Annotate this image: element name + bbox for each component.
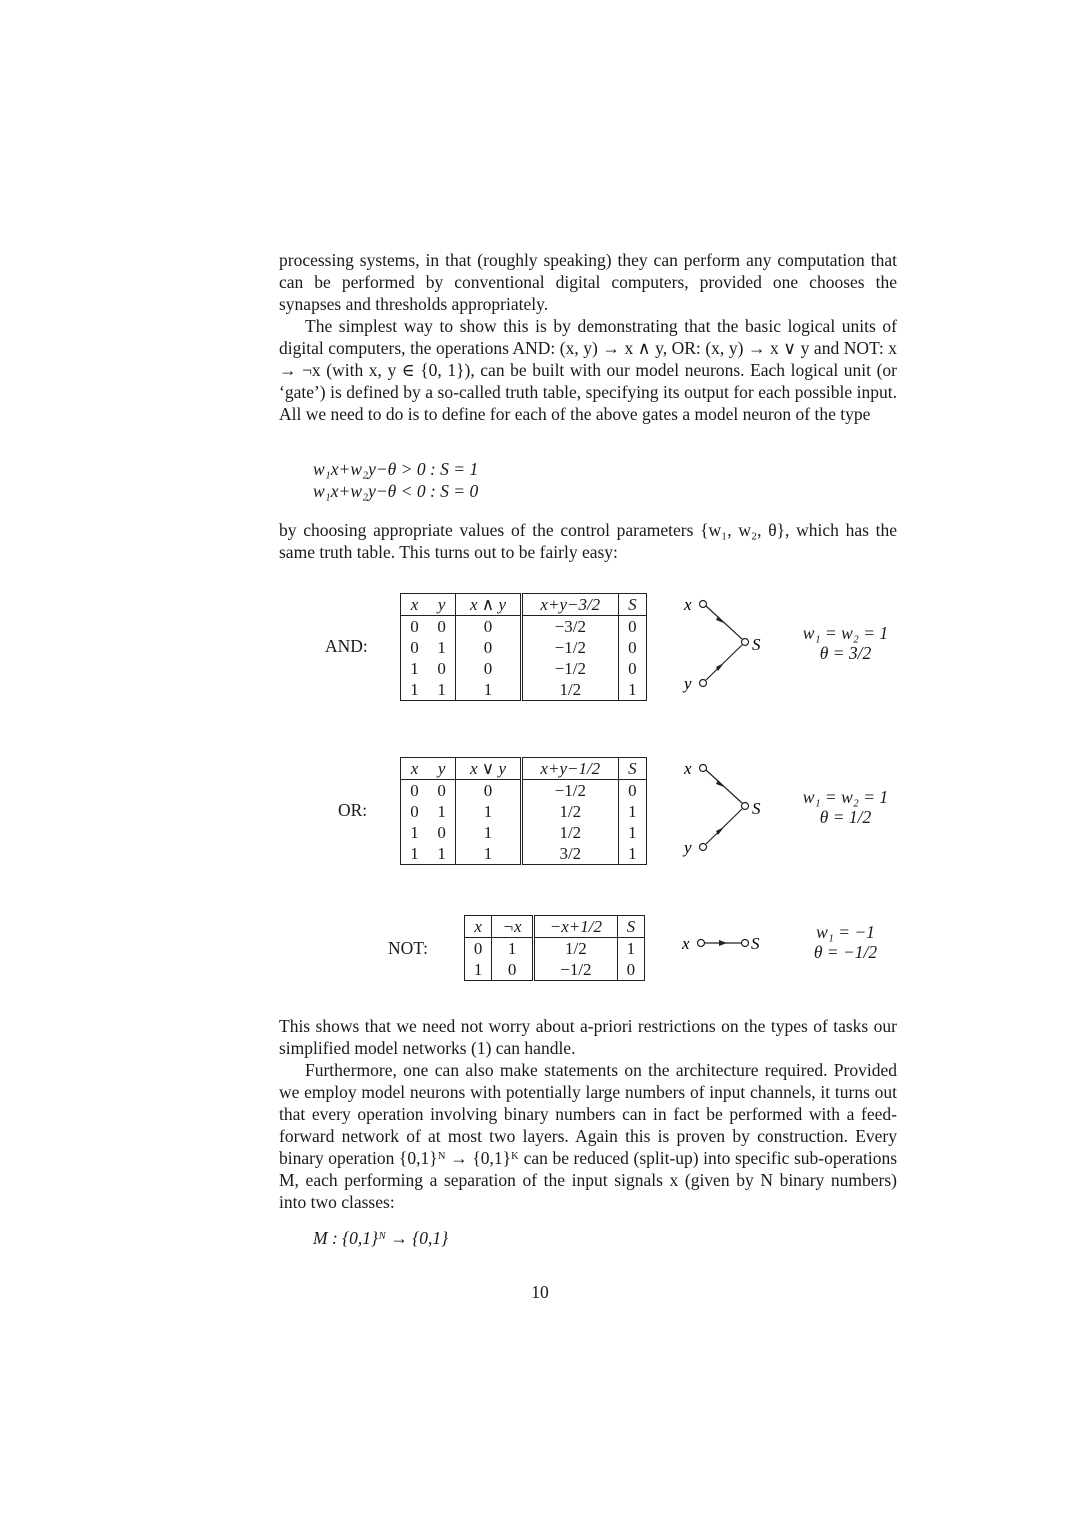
- and-gate-label: AND:: [325, 636, 368, 656]
- or-synapse-x: [706, 770, 742, 803]
- and-header-s: S: [618, 594, 646, 616]
- and-header-y: y: [428, 594, 456, 616]
- equation-line-2: w₁x+w₂y−θ < 0 : S = 0: [313, 481, 479, 501]
- or-synapse-y: [706, 809, 742, 844]
- or-gate-label: OR:: [338, 800, 368, 820]
- page-number: 10: [531, 1282, 549, 1302]
- table-row: 1 0 −1/2 0: [465, 959, 645, 981]
- or-parameters: [793, 787, 898, 827]
- and-node-s-label: S: [752, 635, 761, 654]
- not-neuron-diagram: [680, 930, 770, 956]
- table-row: 1 0 1 1/2 1: [401, 822, 647, 843]
- and-synapse-y: [706, 645, 742, 680]
- and-input-x-node: [700, 601, 707, 608]
- table-row: 0 1 1/2 1: [465, 938, 645, 960]
- final-equation: M : {0,1}ᴺ → {0,1}: [313, 1228, 449, 1248]
- outro-text: [279, 1015, 897, 1213]
- or-truth-table: [400, 757, 647, 865]
- not-node-x-label: x: [682, 934, 690, 953]
- or-header-sum: x+y−1/2: [521, 758, 618, 780]
- or-header-y: y: [428, 758, 456, 780]
- table-row: 0 1 0 −1/2 0: [401, 637, 647, 658]
- or-header-s: S: [618, 758, 646, 780]
- outro-paragraph-2: Furthermore, one can also make statements on the architecture required. Provided we employ model neurons with potentially large numbers of input channels, it turns out that every operation involving binary numbers can in fact be performed with a feed-forward network of at most two layers. Again this is proven by construction. Every binary operation {0,1}ᴺ → {0,1}ᴷ can be reduced (split-up) into specific sub-operations M, each performing a separation of the input signals x (given by N binary numbers) into two classes:: [279, 1060, 897, 1212]
- arrowhead-icon: [719, 940, 727, 946]
- and-neuron-diagram: [680, 592, 780, 697]
- not-node-s-label: S: [751, 934, 760, 953]
- and-input-y-node: [700, 680, 707, 687]
- equation-line-1: w₁x+w₂y−θ > 0 : S = 1: [313, 459, 479, 479]
- not-header-s: S: [617, 916, 644, 938]
- or-neuron-diagram: [680, 756, 780, 861]
- and-param-weights: w₁ = w₂ = 1: [802, 623, 889, 643]
- or-param-weights: w₁ = w₂ = 1: [802, 787, 889, 807]
- or-param-theta: θ = 1/2: [819, 807, 872, 827]
- table-row: 1 1 1 3/2 1: [401, 843, 647, 865]
- intro-paragraph-1: processing systems, in that (roughly speaking) they can perform any computation that can be performed by conventional digital computers, provided one chooses the synapses and thresholds appropriately.: [279, 250, 897, 314]
- or-header-xy: x ∨ y: [456, 758, 522, 780]
- intro-text: [279, 249, 897, 425]
- not-param-theta: θ = −1/2: [813, 942, 878, 962]
- after-equation-text: by choosing appropriate values of the control parameters {w₁, w₂, θ}, which has the same truth table. This turns out to be fairly easy:: [279, 520, 897, 562]
- or-input-x-node: [700, 765, 707, 772]
- and-truth-table: [400, 593, 647, 701]
- not-gate-label: NOT:: [388, 938, 428, 958]
- and-synapse-x: [706, 606, 742, 639]
- or-output-node: [742, 803, 749, 810]
- and-header-x: x: [401, 594, 429, 616]
- not-header-sum: −x+1/2: [534, 916, 618, 938]
- not-input-node: [698, 940, 705, 947]
- not-output-node: [742, 940, 749, 947]
- table-row: 0 1 1 1/2 1: [401, 801, 647, 822]
- not-truth-table: [464, 915, 645, 981]
- table-row: 1 1 1 1/2 1: [401, 679, 647, 701]
- or-node-x-label: x: [684, 759, 692, 778]
- table-row: 0 0 0 −1/2 0: [401, 780, 647, 802]
- and-param-theta: θ = 3/2: [819, 643, 872, 663]
- not-param-weight: w₁ = −1: [816, 922, 875, 942]
- or-node-s-label: S: [752, 799, 761, 818]
- and-header-xy: x ∧ y: [456, 594, 522, 616]
- not-header-notx: ¬x: [492, 916, 534, 938]
- and-header-sum: x+y−3/2: [521, 594, 618, 616]
- or-header-x: x: [401, 758, 429, 780]
- table-row: 1 0 0 −1/2 0: [401, 658, 647, 679]
- and-node-x-label: x: [684, 595, 692, 614]
- not-parameters: [793, 922, 898, 962]
- not-header-x: x: [465, 916, 492, 938]
- and-output-node: [742, 639, 749, 646]
- and-parameters: [793, 623, 898, 663]
- intro-paragraph-2: The simplest way to show this is by demonstrating that the basic logical units of digital computers, the operations AND: (x, y) → x ∧ y, OR: (x, y) → x ∨ y and NOT: x → ¬x (with x, y ∈ {0, 1}), can be built with our model neurons. Each logical unit (or ‘gate’) is defined by a so-called truth table, specifying its output for each possible input. All we need to do is to define for each of the above gates a model neuron of the type: [279, 316, 897, 424]
- table-row: 0 0 0 −3/2 0: [401, 616, 647, 638]
- outro-paragraph-1: This shows that we need not worry about a-priori restrictions on the types of tasks our simplified model networks (1) can handle.: [279, 1016, 897, 1058]
- or-node-y-label: y: [684, 838, 692, 857]
- and-node-y-label: y: [684, 674, 692, 693]
- or-input-y-node: [700, 844, 707, 851]
